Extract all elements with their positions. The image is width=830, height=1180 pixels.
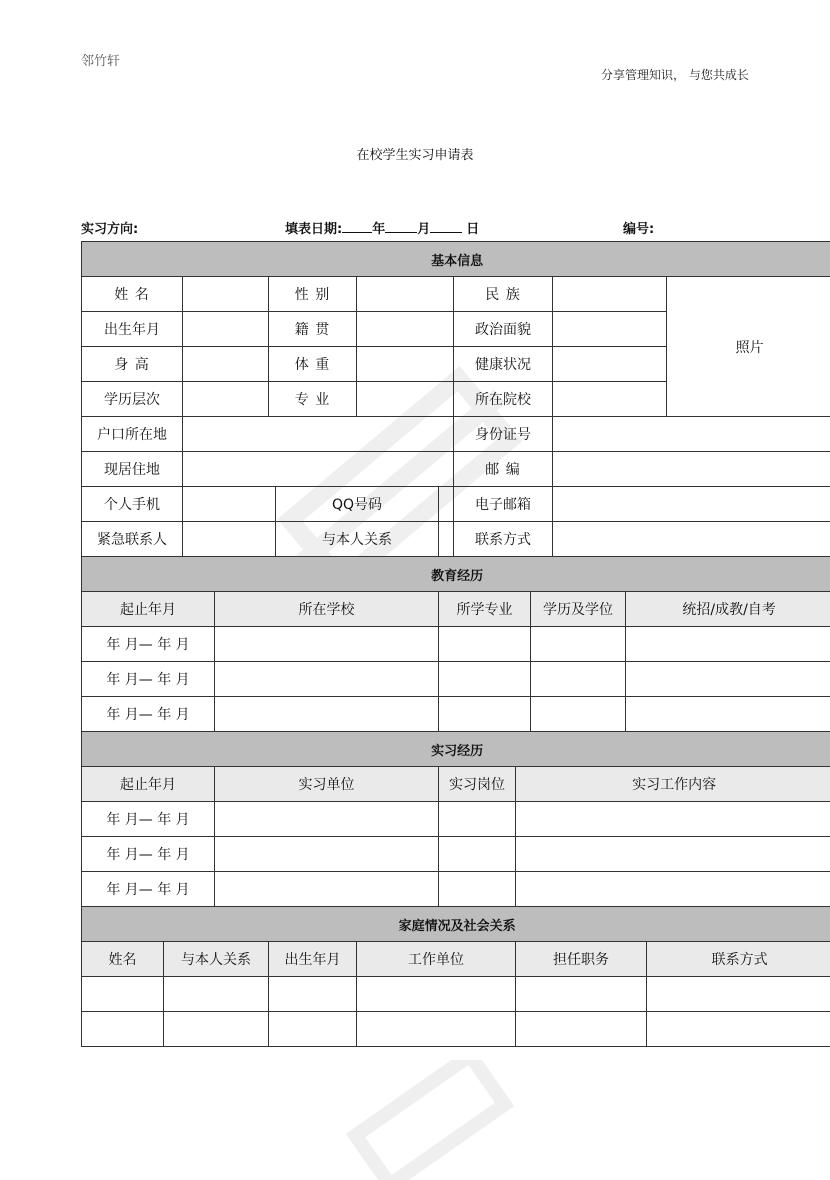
family-relation-cell[interactable] xyxy=(164,977,269,1012)
edu-period[interactable]: 年 月— 年 月 xyxy=(82,627,215,662)
input-politics[interactable] xyxy=(553,312,667,347)
watermark-stamp-bottom xyxy=(330,1060,530,1180)
label-qq: QQ号码 xyxy=(276,487,439,522)
input-mobile[interactable] xyxy=(183,487,276,522)
day-blank[interactable] xyxy=(430,220,462,233)
edu-header-period: 起止年月 xyxy=(82,592,215,627)
edu-header-school: 所在学校 xyxy=(215,592,439,627)
label-school: 所在院校 xyxy=(454,382,553,417)
input-major[interactable] xyxy=(357,382,454,417)
label-residence: 现居住地 xyxy=(82,452,183,487)
month-blank[interactable] xyxy=(385,220,417,233)
section-education: 教育经历 xyxy=(82,557,830,592)
input-health[interactable] xyxy=(553,347,667,382)
label-gender: 性 别 xyxy=(269,277,357,312)
input-residence[interactable] xyxy=(183,452,454,487)
edu-header-degree: 学历及学位 xyxy=(531,592,626,627)
input-postcode[interactable] xyxy=(553,452,830,487)
edu-header-type: 统招/成教/自考 xyxy=(626,592,830,627)
edu-period[interactable]: 年 月— 年 月 xyxy=(82,662,215,697)
family-employer-cell[interactable] xyxy=(357,1012,516,1047)
family-header-name: 姓名 xyxy=(82,942,164,977)
family-header-birth: 出生年月 xyxy=(269,942,357,977)
serial-number-label: 编号: xyxy=(623,218,654,237)
family-name-cell[interactable] xyxy=(82,977,164,1012)
edu-school-cell[interactable] xyxy=(215,627,439,662)
input-contact[interactable] xyxy=(553,522,830,557)
edu-school-cell[interactable] xyxy=(215,662,439,697)
edu-type-cell[interactable] xyxy=(626,627,830,662)
intern-company-cell[interactable] xyxy=(215,872,439,907)
label-education-level: 学历层次 xyxy=(82,382,183,417)
label-hukou: 户口所在地 xyxy=(82,417,183,452)
photo-box[interactable]: 照片 xyxy=(667,277,830,417)
label-relation: 与本人关系 xyxy=(276,522,439,557)
month-unit: 月 xyxy=(417,222,430,237)
edu-school-cell[interactable] xyxy=(215,697,439,732)
label-health: 健康状况 xyxy=(454,347,553,382)
intern-header-content: 实习工作内容 xyxy=(516,767,830,802)
family-contact-cell[interactable] xyxy=(647,1012,830,1047)
input-emergency-contact[interactable] xyxy=(183,522,276,557)
label-id-number: 身份证号 xyxy=(454,417,553,452)
intern-period[interactable]: 年 月— 年 月 xyxy=(82,872,215,907)
edu-degree-cell[interactable] xyxy=(531,627,626,662)
family-title-cell[interactable] xyxy=(516,977,647,1012)
input-birth[interactable] xyxy=(183,312,269,347)
internship-direction-label: 实习方向: xyxy=(81,218,138,237)
input-origin[interactable] xyxy=(357,312,454,347)
edu-header-major: 所学专业 xyxy=(439,592,531,627)
input-height[interactable] xyxy=(183,347,269,382)
label-email: 电子邮箱 xyxy=(454,487,553,522)
family-employer-cell[interactable] xyxy=(357,977,516,1012)
label-birth: 出生年月 xyxy=(82,312,183,347)
family-birth-cell[interactable] xyxy=(269,977,357,1012)
input-weight[interactable] xyxy=(357,347,454,382)
section-internship: 实习经历 xyxy=(82,732,830,767)
family-birth-cell[interactable] xyxy=(269,1012,357,1047)
intern-header-company: 实习单位 xyxy=(215,767,439,802)
label-ethnicity: 民 族 xyxy=(454,277,553,312)
intern-period[interactable]: 年 月— 年 月 xyxy=(82,837,215,872)
fill-date-label: 填表日期: xyxy=(285,222,342,237)
intern-content-cell[interactable] xyxy=(516,802,830,837)
family-name-cell[interactable] xyxy=(82,1012,164,1047)
intern-company-cell[interactable] xyxy=(215,837,439,872)
input-school[interactable] xyxy=(553,382,667,417)
label-name: 姓 名 xyxy=(82,277,183,312)
section-family: 家庭情况及社会关系 xyxy=(82,907,830,942)
label-weight: 体 重 xyxy=(269,347,357,382)
label-emergency-contact: 紧急联系人 xyxy=(82,522,183,557)
family-contact-cell[interactable] xyxy=(647,977,830,1012)
family-header-relation: 与本人关系 xyxy=(164,942,269,977)
edu-major-cell[interactable] xyxy=(439,662,531,697)
family-title-cell[interactable] xyxy=(516,1012,647,1047)
intern-header-period: 起止年月 xyxy=(82,767,215,802)
input-education-level[interactable] xyxy=(183,382,269,417)
application-form-table xyxy=(81,241,830,1047)
input-name[interactable] xyxy=(183,277,269,312)
intern-position-cell[interactable] xyxy=(439,837,516,872)
year-blank[interactable] xyxy=(342,220,372,233)
edu-degree-cell[interactable] xyxy=(531,697,626,732)
day-unit: 日 xyxy=(462,222,479,237)
family-header-employer: 工作单位 xyxy=(357,942,516,977)
page-title: 在校学生实习申请表 xyxy=(0,144,830,163)
input-qq[interactable] xyxy=(439,487,454,522)
input-ethnicity[interactable] xyxy=(553,277,667,312)
intern-position-cell[interactable] xyxy=(439,802,516,837)
intern-company-cell[interactable] xyxy=(215,802,439,837)
input-relation[interactable] xyxy=(439,522,454,557)
input-email[interactable] xyxy=(553,487,830,522)
label-major: 专 业 xyxy=(269,382,357,417)
label-origin: 籍 贯 xyxy=(269,312,357,347)
label-politics: 政治面貌 xyxy=(454,312,553,347)
input-gender[interactable] xyxy=(357,277,454,312)
family-relation-cell[interactable] xyxy=(164,1012,269,1047)
intern-content-cell[interactable] xyxy=(516,872,830,907)
brand-name: 邻竹轩 xyxy=(81,50,120,69)
edu-degree-cell[interactable] xyxy=(531,662,626,697)
intern-position-cell[interactable] xyxy=(439,872,516,907)
family-header-title: 担任职务 xyxy=(516,942,647,977)
edu-period[interactable]: 年 月— 年 月 xyxy=(82,697,215,732)
intern-header-position: 实习岗位 xyxy=(439,767,516,802)
label-contact: 联系方式 xyxy=(454,522,553,557)
label-postcode: 邮 编 xyxy=(454,452,553,487)
year-unit: 年 xyxy=(372,222,385,237)
edu-type-cell[interactable] xyxy=(626,697,830,732)
family-header-contact: 联系方式 xyxy=(647,942,830,977)
header-slogan: 分享管理知识， 与您共成长 xyxy=(601,66,749,83)
label-height: 身 高 xyxy=(82,347,183,382)
edu-major-cell[interactable] xyxy=(439,627,531,662)
fill-date xyxy=(285,218,479,237)
intern-period[interactable]: 年 月— 年 月 xyxy=(82,802,215,837)
section-basic-info: 基本信息 xyxy=(82,242,830,277)
input-id-number[interactable] xyxy=(553,417,830,452)
intern-content-cell[interactable] xyxy=(516,837,830,872)
edu-major-cell[interactable] xyxy=(439,697,531,732)
label-mobile: 个人手机 xyxy=(82,487,183,522)
input-hukou[interactable] xyxy=(183,417,454,452)
edu-type-cell[interactable] xyxy=(626,662,830,697)
